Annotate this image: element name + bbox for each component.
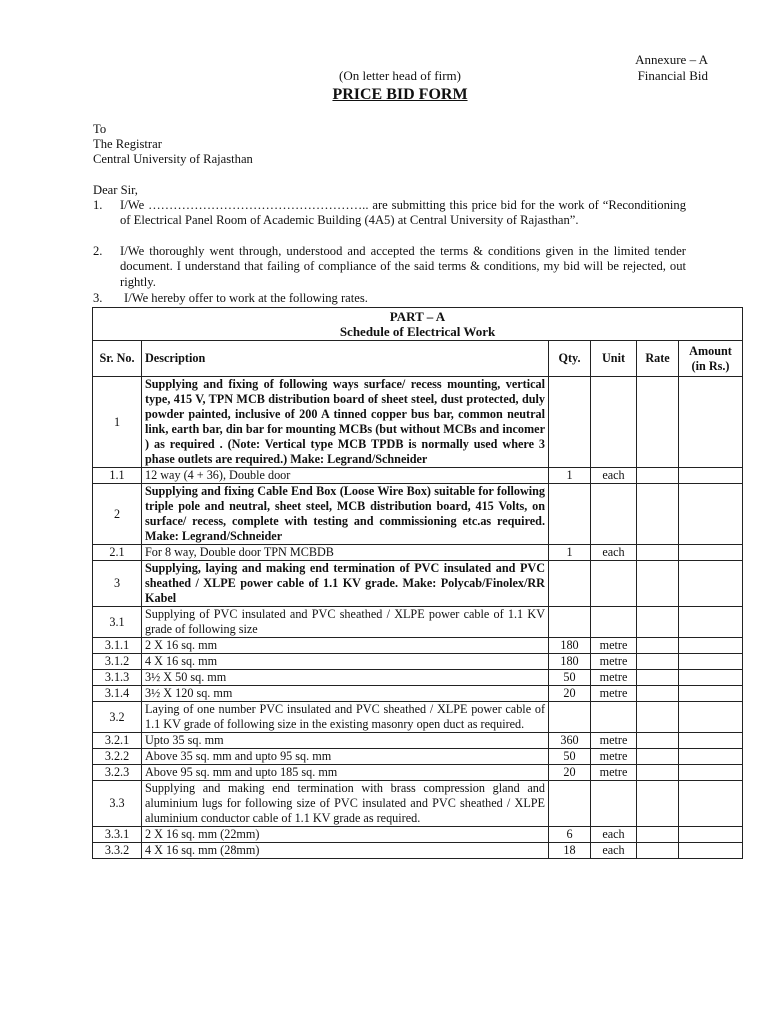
cell-qty [549, 377, 591, 468]
cell-unit [591, 781, 637, 827]
cell-qty: 180 [549, 654, 591, 670]
cell-rate [637, 484, 679, 545]
cell-description: 12 way (4 + 36), Double door [142, 468, 549, 484]
table-row [93, 468, 743, 484]
cell-qty: 360 [549, 733, 591, 749]
cell-unit: each [591, 468, 637, 484]
cell-description: Supplying, laying and making end termination of PVC insulated and PVC sheathed / XLPE power cable of 1.1 KV grade. Make: Polycab/Finolex/RR Kabel [142, 561, 549, 607]
cell-amount [679, 702, 743, 733]
schedule-subtitle: Schedule of Electrical Work [339, 324, 496, 339]
cell-description: Laying of one number PVC insulated and PVC sheathed / XLPE power cable of 1.1 KV grade of following size in the existing masonry open duct as required. [142, 702, 549, 733]
address-to: To [93, 122, 107, 136]
cell-rate [637, 545, 679, 561]
schedule-table [92, 307, 743, 859]
cell-description: Above 35 sq. mm and upto 95 sq. mm [142, 749, 549, 765]
table-row [93, 749, 743, 765]
cell-description: 4 X 16 sq. mm [142, 654, 549, 670]
cell-rate [637, 670, 679, 686]
cell-amount [679, 545, 743, 561]
header-unit: Unit [591, 341, 637, 377]
header-description: Description [142, 341, 549, 377]
cell-unit: metre [591, 765, 637, 781]
table-row [93, 377, 743, 468]
table-row [93, 827, 743, 843]
cell-sr-no: 3.3 [93, 781, 142, 827]
table-row [93, 733, 743, 749]
header-rate: Rate [637, 341, 679, 377]
table-row [93, 484, 743, 545]
cell-unit: metre [591, 670, 637, 686]
cell-description: 2 X 16 sq. mm [142, 638, 549, 654]
cell-sr-no: 1 [93, 377, 142, 468]
cell-sr-no: 3.1.2 [93, 654, 142, 670]
table-row [93, 638, 743, 654]
table-row [93, 545, 743, 561]
cell-description: 2 X 16 sq. mm (22mm) [142, 827, 549, 843]
cell-description: Supplying of PVC insulated and PVC sheathed / XLPE power cable of 1.1 KV grade of following size [142, 607, 549, 638]
header-sr-no: Sr. No. [93, 341, 142, 377]
cell-description: For 8 way, Double door TPN MCBDB [142, 545, 549, 561]
cell-sr-no: 3.2.3 [93, 765, 142, 781]
cell-description: Upto 35 sq. mm [142, 733, 549, 749]
cell-amount [679, 781, 743, 827]
cell-rate [637, 843, 679, 859]
cell-amount [679, 484, 743, 545]
cell-rate [637, 749, 679, 765]
table-row [93, 765, 743, 781]
cell-qty [549, 607, 591, 638]
cell-unit: metre [591, 638, 637, 654]
cell-unit: each [591, 545, 637, 561]
cell-qty: 6 [549, 827, 591, 843]
cell-rate [637, 702, 679, 733]
cell-amount [679, 561, 743, 607]
cell-sr-no: 3.2.2 [93, 749, 142, 765]
salutation: Dear Sir, [93, 183, 138, 197]
cell-unit: metre [591, 686, 637, 702]
cell-description: Supplying and fixing of following ways surface/ recess mounting, vertical type, 415 V, TPN MCB distribution board of sheet steel, dust protected, duly powder painted, inclusive of 200 A tinned copper bus bar, common neutral link, earth bar, din bar for mounting MCBs (but without MCBs and incomer ) as required . (Note: Vertical type MCB TPDB is normally used where 3 phase outlets are required.) Make: Legrand/Schneider [142, 377, 549, 468]
cell-amount [679, 733, 743, 749]
paragraph-number: 1. [93, 198, 103, 212]
cell-qty: 20 [549, 765, 591, 781]
cell-qty: 1 [549, 468, 591, 484]
cell-qty: 50 [549, 670, 591, 686]
paragraph-text: I/We …………………………………………….. are submitting this price bid for the work of “Reconditioning of Electrical Panel Room of Academic Building (4A5) at Central University of Rajasthan”. [120, 198, 686, 228]
cell-sr-no: 3.3.2 [93, 843, 142, 859]
paragraph-number: 3. [93, 291, 103, 305]
cell-description: 3½ X 120 sq. mm [142, 686, 549, 702]
cell-sr-no: 1.1 [93, 468, 142, 484]
cell-unit: each [591, 843, 637, 859]
cell-unit: metre [591, 733, 637, 749]
financial-bid-line: Financial Bid [637, 68, 708, 83]
header-qty: Qty. [549, 341, 591, 377]
table-row [93, 670, 743, 686]
cell-amount [679, 377, 743, 468]
cell-amount [679, 638, 743, 654]
cell-rate [637, 686, 679, 702]
table-row [93, 654, 743, 670]
paragraph-text: I/We hereby offer to work at the following rates. [124, 291, 368, 305]
table-title-row [93, 308, 743, 341]
table-header-row [93, 341, 743, 377]
cell-qty: 1 [549, 545, 591, 561]
cell-rate [637, 827, 679, 843]
cell-sr-no: 3.3.1 [93, 827, 142, 843]
header-amount: Amount (in Rs.) [679, 341, 743, 377]
table-row [93, 607, 743, 638]
cell-unit [591, 484, 637, 545]
cell-amount [679, 765, 743, 781]
cell-unit: metre [591, 749, 637, 765]
cell-sr-no: 3 [93, 561, 142, 607]
paragraph-3 [93, 291, 686, 306]
cell-unit [591, 607, 637, 638]
cell-description: Supplying and fixing Cable End Box (Loose Wire Box) suitable for following triple pole and neutral, sheet steel, MCB distribution board, 415 Volts, on surface/ recess, complete with testing and commissioning etc.as required. Make: Legrand/Schneider [142, 484, 549, 545]
address-line-2: Central University of Rajasthan [93, 152, 253, 166]
cell-amount [679, 749, 743, 765]
cell-sr-no: 2.1 [93, 545, 142, 561]
table-row [93, 686, 743, 702]
part-heading: PART – A [389, 309, 446, 324]
cell-qty [549, 484, 591, 545]
table-row [93, 843, 743, 859]
paragraph-number: 2. [93, 244, 103, 258]
table-row [93, 702, 743, 733]
cell-amount [679, 654, 743, 670]
cell-sr-no: 3.1 [93, 607, 142, 638]
cell-rate [637, 607, 679, 638]
cell-unit [591, 561, 637, 607]
address-block [93, 122, 253, 167]
letterhead-note: (On letter head of firm) [338, 68, 461, 83]
cell-rate [637, 654, 679, 670]
cell-amount [679, 686, 743, 702]
cell-qty [549, 781, 591, 827]
cell-rate [637, 638, 679, 654]
address-line-1: The Registrar [93, 137, 162, 151]
cell-amount [679, 843, 743, 859]
cell-description: 4 X 16 sq. mm (28mm) [142, 843, 549, 859]
cell-amount [679, 827, 743, 843]
cell-unit [591, 702, 637, 733]
cell-description: 3½ X 50 sq. mm [142, 670, 549, 686]
cell-unit: each [591, 827, 637, 843]
cell-rate [637, 765, 679, 781]
cell-unit [591, 377, 637, 468]
cell-sr-no: 3.1.4 [93, 686, 142, 702]
paragraph-2 [93, 244, 686, 290]
cell-qty: 180 [549, 638, 591, 654]
cell-unit: metre [591, 654, 637, 670]
cell-amount [679, 607, 743, 638]
cell-description: Above 95 sq. mm and upto 185 sq. mm [142, 765, 549, 781]
cell-amount [679, 468, 743, 484]
table-row [93, 781, 743, 827]
cell-sr-no: 3.2.1 [93, 733, 142, 749]
paragraph-1 [93, 198, 686, 229]
cell-sr-no: 3.1.3 [93, 670, 142, 686]
table-row [93, 561, 743, 607]
cell-sr-no: 3.1.1 [93, 638, 142, 654]
cell-rate [637, 733, 679, 749]
cell-qty: 20 [549, 686, 591, 702]
cell-sr-no: 2 [93, 484, 142, 545]
cell-description: Supplying and making end termination with brass compression gland and aluminium lugs for following size of PVC insulated and PVC sheathed / XLPE aluminium conductor cable of 1.1 KV grade as required. [142, 781, 549, 827]
cell-qty [549, 561, 591, 607]
cell-sr-no: 3.2 [93, 702, 142, 733]
annexure-line: Annexure – A [635, 52, 708, 67]
page-title: PRICE BID FORM [332, 86, 468, 103]
cell-rate [637, 781, 679, 827]
cell-rate [637, 561, 679, 607]
cell-rate [637, 468, 679, 484]
cell-qty [549, 702, 591, 733]
paragraph-text: I/We thoroughly went through, understood and accepted the terms & conditions given in the limited tender document. I understand that failing of compliance of the said terms & conditions, my bid will be rejected, out rightly. [120, 244, 686, 289]
cell-qty: 18 [549, 843, 591, 859]
cell-qty: 50 [549, 749, 591, 765]
cell-rate [637, 377, 679, 468]
cell-amount [679, 670, 743, 686]
